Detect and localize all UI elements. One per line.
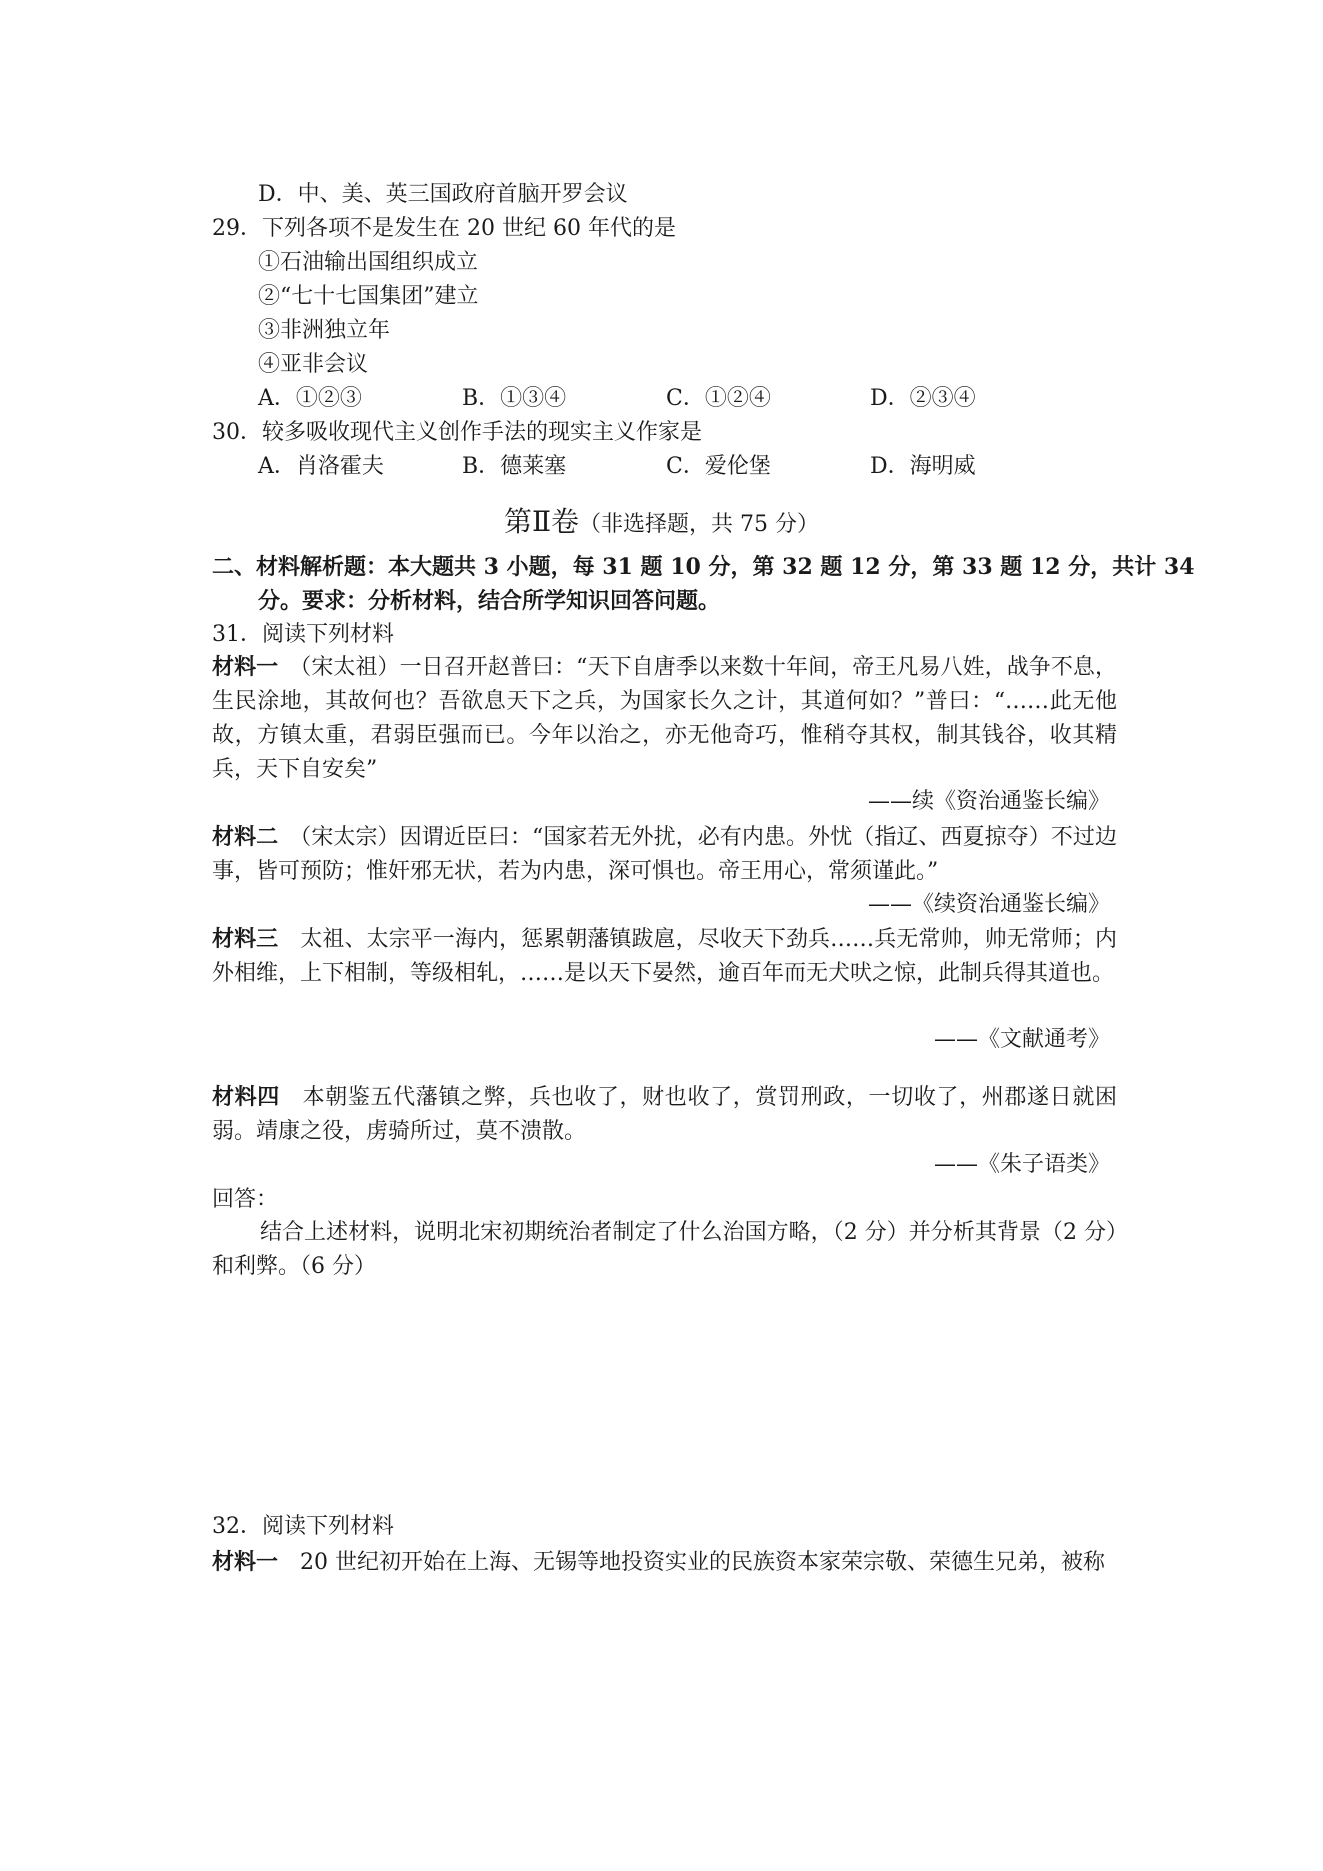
q29-item-4: ④亚非会议 (258, 352, 369, 377)
material-text: 太祖、太宗平一海内，惩累朝藩镇跋扈，尽收天下劲兵……兵无常帅，帅无常师；内外相维，上下相制，等级相轧，……是以天下晏然，逾百年而无犬吠之惊，此制兵得其道也。 (212, 927, 1117, 986)
q31-material-2-source: ——《续资治通鉴长编》 (867, 892, 1110, 917)
material-text: 20 世纪初开始在上海、无锡等地投资实业的民族资本家荣宗敬、荣德生兄弟，被称 (300, 1550, 1106, 1575)
q29-item-3: ③非洲独立年 (258, 318, 391, 343)
part2-title (0, 500, 1323, 540)
q29-stem: 29．下列各项不是发生在 20 世纪 60 年代的是 (212, 216, 676, 241)
q30-option-a: A．肖洛霍夫 (258, 454, 384, 479)
q32-stem: 32．阅读下列材料 (212, 1514, 394, 1539)
q30-option-c: C．爱伦堡 (666, 454, 771, 479)
q30-stem: 30．较多吸收现代主义创作手法的现实主义作家是 (212, 420, 702, 445)
q31-material-1 (212, 650, 1117, 787)
section-header-line1: 二、材料解析题：本大题共 3 小题，每 31 题 10 分，第 32 题 12 分，第 33 题 12 分，共计 34 (212, 554, 1195, 580)
q31-material-3 (212, 922, 1117, 991)
q31-material-1-source: ——续《资治通鉴长编》 (867, 789, 1110, 814)
q29-option-a: A．①②③ (258, 386, 362, 411)
q29-option-d: D．②③④ (870, 386, 976, 411)
q31-stem: 31．阅读下列材料 (212, 622, 394, 647)
q31-question: 结合上述材料，说明北宋初期统治者制定了什么治国方略，（2 分）并分析其背景（2 分）和利弊。（6 分） (212, 1220, 1117, 1279)
material-text: 本朝鉴五代藩镇之弊，兵也收了，财也收了，赏罚刑政，一切收了，州郡遂日就困弱。靖康之役，虏骑所过，莫不溃散。 (212, 1085, 1117, 1144)
material-text: （宋太祖）一日召开赵普曰：“天下自唐季以来数十年间，帝王凡易八姓，战争不息，生民涂地，其故何也？吾欲息天下之兵，为国家长久之计，其道何如？”普曰：“……此无他故，方镇太重，君弱臣强而已。今年以治之，亦无他奇巧，惟稍夺其权，制其钱谷，收其精兵，天下自安矣” (212, 655, 1117, 782)
q30-option-d: D．海明威 (870, 454, 976, 479)
material-label: 材料三 (212, 926, 279, 952)
part2-title-sub: （非选择题，共 75 分） (579, 512, 820, 537)
part2-title-main: 第Ⅱ卷 (503, 505, 580, 538)
material-text: （宋太宗）因谓近臣曰：“国家若无外扰，必有内患。外忧（指辽、西夏掠夺）不过边事，皆可预防；惟奸邪无状，若为内患，深可惧也。帝王用心，常须谨此。” (212, 825, 1117, 884)
q31-material-2 (212, 820, 1117, 889)
material-label: 材料四 (212, 1084, 280, 1110)
q28-option-d: D．中、美、英三国政府首脑开罗会议 (258, 182, 628, 207)
material-label: 材料一 (212, 1549, 279, 1575)
q29-option-c: C．①②④ (666, 386, 771, 411)
q29-item-2: ②“七十七国集团”建立 (258, 284, 479, 309)
q30-option-b: B．德莱塞 (462, 454, 567, 479)
q31-answer-label: 回答： (212, 1187, 279, 1212)
q29-item-1: ①石油输出国组织成立 (258, 250, 479, 275)
q29-option-b: B．①③④ (462, 386, 567, 411)
material-label: 材料一 (212, 654, 279, 680)
q32-material-1 (212, 1547, 1105, 1578)
material-label: 材料二 (212, 824, 279, 850)
section-header-line2: 分。要求：分析材料，结合所学知识回答问题。 (258, 588, 721, 614)
q31-material-4-source: ——《朱子语类》 (933, 1152, 1110, 1177)
q31-material-3-source: ——《文献通考》 (933, 1027, 1110, 1052)
q31-material-4 (212, 1080, 1117, 1149)
